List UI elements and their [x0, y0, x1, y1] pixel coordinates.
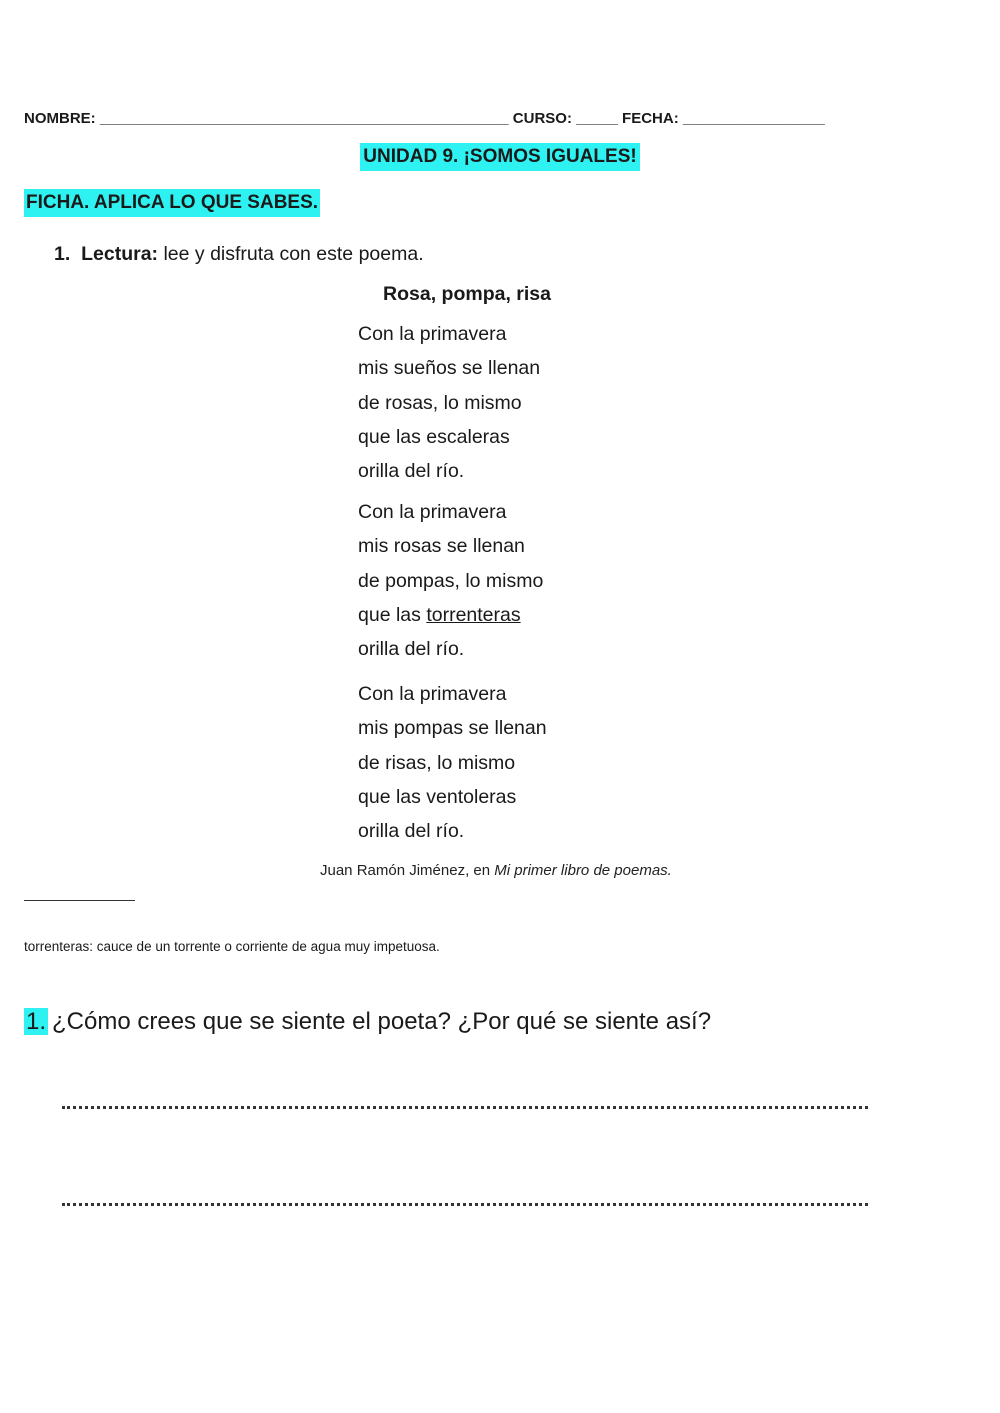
poem-stanza-3 [358, 677, 547, 848]
footnote-divider [24, 900, 135, 901]
fecha-label: FECHA: [622, 110, 679, 127]
poem-title: Rosa, pompa, risa [383, 283, 551, 305]
nombre-label: NOMBRE: [24, 110, 96, 127]
glossary-word: torrenteras [426, 603, 521, 626]
poem-line: de risas, lo mismo [358, 751, 516, 774]
poem-line-start: que las [358, 603, 427, 626]
poem-line: mis rosas se llenan [358, 535, 525, 558]
nombre-field[interactable]: _________________________________________________ [99, 110, 509, 127]
poem-line: Con la primavera [358, 683, 507, 705]
curso-label: CURSO: [512, 110, 572, 127]
answer-line-1[interactable] [62, 1106, 868, 1109]
poem-line: mis sueños se llenan [358, 357, 541, 380]
question-1 [24, 1008, 711, 1036]
curso-field[interactable]: _____ [576, 110, 618, 127]
poem-line: orilla del río. [358, 638, 465, 661]
reading-text: lee y disfruta con este poema. [163, 243, 424, 265]
poem-line: Con la primavera [358, 501, 507, 523]
answer-line-2[interactable] [62, 1203, 868, 1206]
footnote: torrenteras: cauce de un torrente o corriente de agua muy impetuosa. [24, 939, 440, 954]
poem-attribution [320, 862, 672, 879]
poem-line: de pompas, lo mismo [358, 569, 544, 592]
poem-line [358, 598, 543, 632]
poem-line: de rosas, lo mismo [358, 391, 522, 414]
section-title [24, 192, 320, 214]
poem-line: Con la primavera [358, 323, 507, 345]
fecha-field[interactable]: _________________ [682, 110, 825, 127]
reading-instruction [54, 243, 424, 266]
reading-number: 1. [54, 243, 71, 265]
question-number: 1. [26, 1008, 47, 1035]
unit-title [0, 146, 1000, 168]
poem-stanza-1 [358, 317, 540, 488]
section-title-text: FICHA. APLICA LO QUE SABES. [24, 189, 320, 217]
unit-title-text: UNIDAD 9. ¡SOMOS IGUALES! [360, 143, 639, 171]
book-title: Mi primer libro de poemas. [494, 862, 672, 879]
author-name: Juan Ramón Jiménez, en [320, 862, 495, 879]
poem-line: mis pompas se llenan [358, 717, 547, 740]
question-text: ¿Cómo crees que se siente el poeta? ¿Por qué se siente así? [52, 1008, 712, 1035]
student-info-header [24, 110, 825, 127]
poem-line: orilla del río. [358, 820, 465, 843]
poem-stanza-2 [358, 495, 543, 666]
poem-line: que las escaleras [358, 425, 510, 448]
reading-label: Lectura: [81, 243, 159, 265]
poem-line: que las ventoleras [358, 785, 517, 808]
poem-line: orilla del río. [358, 460, 465, 483]
